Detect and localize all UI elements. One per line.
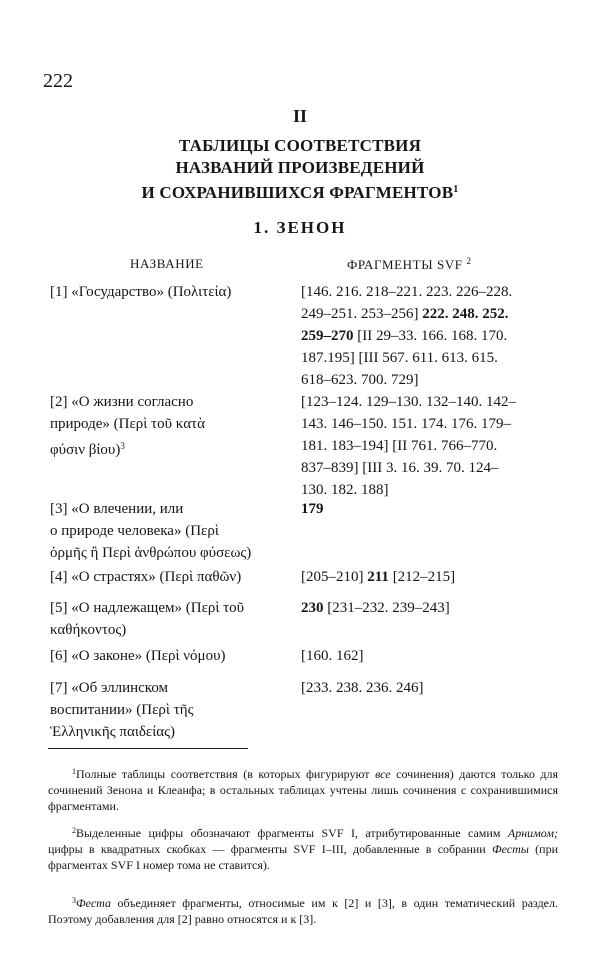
work-title: [2] «О жизни согласно природе» (Περὶ τοῦ κατὰ φύσιν βίου)$^3$ [50,394,205,458]
column-header-fragments: ФРАГМЕНТЫ SVF $^2$ [347,256,472,272]
fragments-cell: [146. 216. 218–221. 223. 226–228. 249–251. 253–256] 222. 248. 252. 259–270 [II 29–33. 166. 168. 170. 187.195] [III 567. 611. 613. 615. 618–623. 700. 729] [301,284,513,388]
fragments-cell: [160. 162] [301,648,364,664]
page-number: 222 [43,70,73,92]
footnote-ref: 2 [466,256,472,266]
footnote: $^2$Выделенные цифры обозначают фрагменты SVF I, атрибутированные самим Арнимом; цифры в квадратных скобках — фрагменты SVF I–III, добавленные в собрании Фесты (при фрагментах SVF I номер тома не ставится). [48,826,559,872]
chapter-number: II [292,106,307,126]
fragments-cell: 230 [231–232. 239–243] [301,600,450,616]
footnote-divider [48,748,248,749]
fragments-cell: 179 [301,501,324,517]
fragments-cell: [233. 238. 236. 246] [301,680,424,696]
title-line: И СОХРАНИВШИХСЯ ФРАГМЕНТОВ$^1$ [141,183,459,202]
footnote: $^1$Полные таблицы соответствия (в которых фигурируют все сочинения) даются только для сочинений Зенона и Клеанфа; в остальных таблицах учтены лишь сочинения с сохранившимися фрагментами. [48,767,558,813]
title-line: ТАБЛИЦЫ СООТВЕТСТВИЯ [178,136,422,155]
work-title: [7] «Об эллинском воспитании» (Περὶ τῆς Ἑλληνικῆς παιδείας) [50,680,194,740]
work-title: [4] «О страстях» (Περὶ παθῶν) [50,569,242,585]
column-header-name: НАЗВАНИЕ [130,256,204,271]
footnote-ref: 3 [120,441,125,451]
fragments-cell: [123–124. 129–130. 132–140. 142– 143. 146–150. 151. 174. 176. 179– 181. 183–194] [II 761. 766–770. 837–839] [III 3. 16. 39. 70. 124– 130. 182. 188] [301,394,516,498]
section-heading: 1. ЗЕНОН [253,218,347,237]
title-line: НАЗВАНИЙ ПРОИЗВЕДЕНИЙ [175,158,425,177]
footnote: $^3$Феста объединяет фрагменты, относимые им к [2] и [3], в один тематический раздел. Поэтому добавления для [2] равно относятся и к [3]. [48,896,558,926]
work-title: [5] «О надлежащем» (Περὶ τοῦ καθήκοντος) [50,600,245,638]
work-title: [6] «О законе» (Περὶ νόμου) [50,648,226,664]
work-title: [1] «Государство» (Πολιτεία) [50,284,232,300]
page-title [0,135,600,204]
footnote-ref: 1 [453,184,459,195]
work-title: [3] «О влечении, или о природе человека» (Περὶ ὁρμῆς ἢ Περὶ ἀνθρώπου φύσεως) [50,501,252,561]
fragments-cell: [205–210] 211 [212–215] [301,569,456,585]
